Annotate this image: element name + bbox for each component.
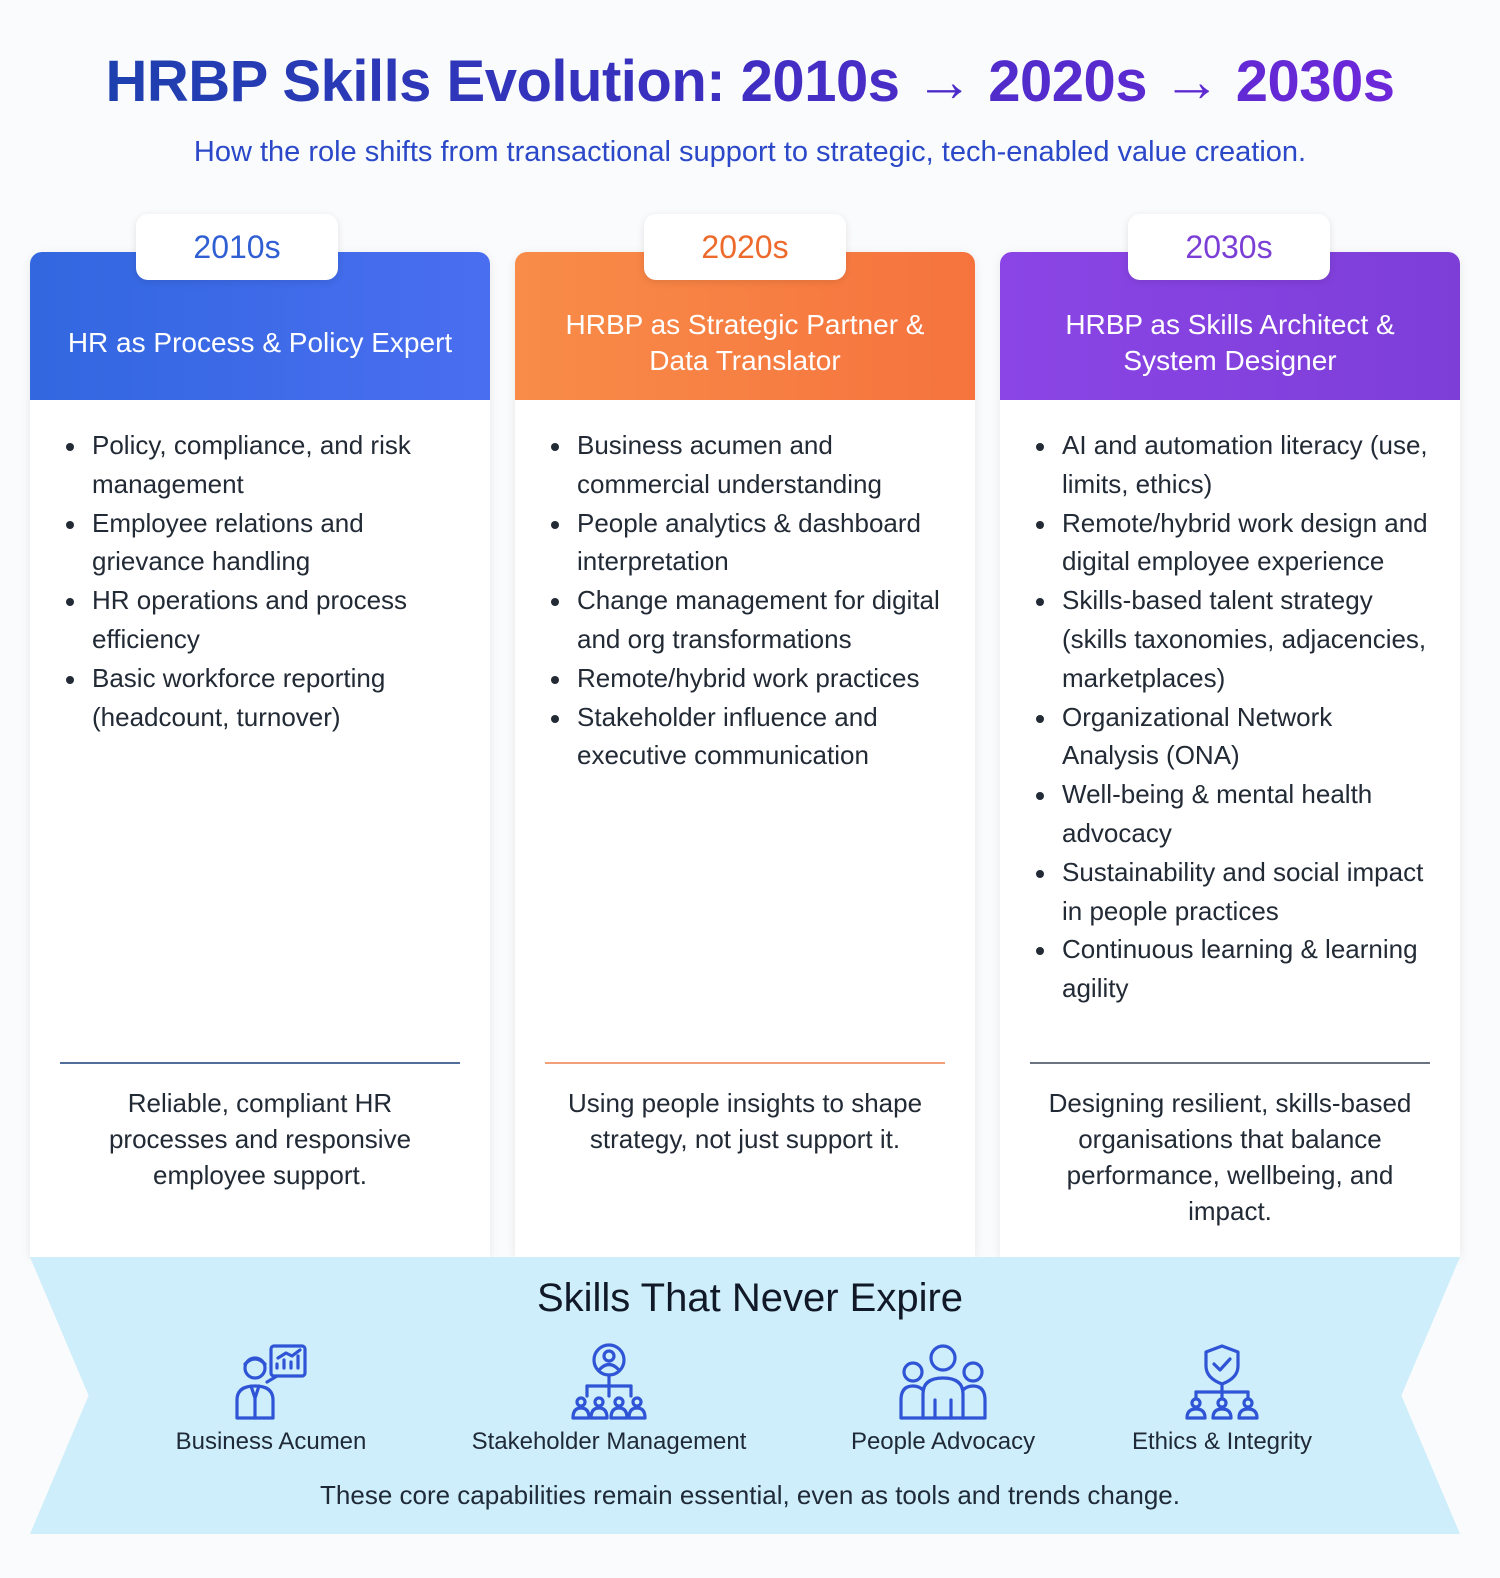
page-title-text: HRBP Skills Evolution: 2010s → 2020s → 2030s <box>105 49 1395 114</box>
list-item: Organizational Network Analysis (ONA) <box>1034 698 1430 776</box>
era-tab-2030s: 2030s <box>1128 214 1330 280</box>
skill-list-2020s <box>515 400 975 775</box>
page-title <box>0 48 1500 115</box>
divider <box>60 1062 460 1064</box>
era-tab-2010s: 2010s <box>136 214 338 280</box>
era-heading-2030s: HRBP as Skills Architect & System Designer <box>1000 252 1460 400</box>
core-skill-label: Stakeholder Management <box>471 1428 747 1455</box>
core-skill-label: People Advocacy <box>850 1428 1036 1455</box>
network-people-icon <box>569 1342 649 1422</box>
list-item: People analytics & dashboard interpretation <box>549 504 945 582</box>
group-people-icon <box>897 1342 989 1422</box>
era-summary-2020s: Using people insights to shape strategy, not just support it. <box>567 1088 923 1154</box>
list-item: Employee relations and grievance handling <box>64 504 460 582</box>
list-item: Change management for digital and org transformations <box>549 581 945 659</box>
core-skill-label: Business Acumen <box>175 1428 367 1455</box>
skill-list-2010s <box>30 400 490 736</box>
list-item: AI and automation literacy (use, limits, ethics) <box>1034 426 1430 504</box>
era-summary-2010s: Reliable, compliant HR processes and responsive employee support. <box>108 1088 412 1190</box>
list-item: Basic workforce reporting (headcount, turnover) <box>64 659 460 737</box>
list-item: HR operations and process efficiency <box>64 581 460 659</box>
list-item: Policy, compliance, and risk management <box>64 426 460 504</box>
presenter-chart-icon <box>231 1342 311 1422</box>
era-card-2010s <box>30 228 490 1257</box>
era-card-2020s <box>515 228 975 1257</box>
list-item: Remote/hybrid work design and digital employee experience <box>1034 504 1430 582</box>
divider <box>545 1062 945 1064</box>
core-skills-title: Skills That Never Expire <box>536 1276 964 1320</box>
core-skill-people-advocacy <box>783 1342 1103 1456</box>
divider <box>1030 1062 1430 1064</box>
list-item: Stakeholder influence and executive communication <box>549 698 945 776</box>
core-skill-label: Ethics & Integrity <box>1131 1428 1313 1455</box>
shield-org-icon <box>1182 1342 1262 1422</box>
era-tab-2020s: 2020s <box>644 214 846 280</box>
era-summary-2030s: Designing resilient, skills-based organisations that balance performance, wellbeing, and impact. <box>1048 1088 1412 1226</box>
skill-list-2030s <box>1000 400 1460 1008</box>
list-item: Remote/hybrid work practices <box>549 659 945 698</box>
era-heading-2010s: HR as Process & Policy Expert <box>30 252 490 400</box>
list-item: Continuous learning & learning agility <box>1034 930 1430 1008</box>
list-item: Well-being & mental health advocacy <box>1034 775 1430 853</box>
list-item: Skills-based talent strategy (skills taxonomies, adjacencies, marketplaces) <box>1034 581 1430 697</box>
list-item: Sustainability and social impact in people practices <box>1034 853 1430 931</box>
core-skill-stakeholder-management <box>449 1342 769 1456</box>
core-skills-footer: These core capabilities remain essential, even as tools and trends change. <box>320 1480 1180 1510</box>
page-subtitle: How the role shifts from transactional support to strategic, tech-enabled value creation. <box>193 136 1307 168</box>
core-skill-ethics-integrity <box>1062 1342 1382 1456</box>
era-card-2030s <box>1000 228 1460 1257</box>
core-skill-business-acumen <box>111 1342 431 1456</box>
list-item: Business acumen and commercial understanding <box>549 426 945 504</box>
era-heading-2020s: HRBP as Strategic Partner & Data Translator <box>515 252 975 400</box>
